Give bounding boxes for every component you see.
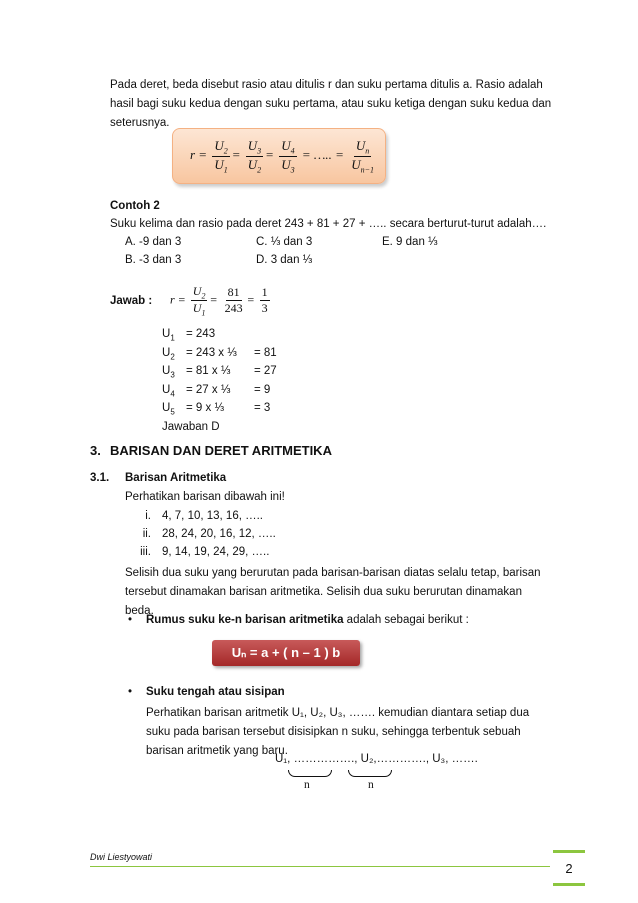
answer-final: Jawaban D (162, 420, 220, 433)
item-i-text: 4, 7, 10, 13, 16, ….. (162, 510, 264, 522)
answer-ratio-formula: r = $\frac{U_2}{U_1}$ = $\frac{81}{243}$ = $\frac{1}{3}$ (170, 284, 268, 318)
page-number: 2 (553, 850, 585, 886)
inserted-sequence: U₁, ……………., U₂,…………., U₃, ……. (275, 753, 478, 765)
footer-divider (90, 866, 550, 867)
bullet-icon: • (128, 614, 133, 626)
brace-2 (348, 770, 392, 777)
bullet-suku-tengah: Suku tengah atau sisipan (146, 686, 285, 698)
fraction-u3-u2: $\frac{U_3}{U_2}$ (247, 138, 262, 175)
answer-fraction-values: $\frac{81}{243}$ (224, 285, 243, 316)
example-question: Suku kelima dan rasio pada deret 243 + 81 + 27 + ….. secara berturut-turut adalah…. (110, 218, 547, 230)
option-e: E. 9 dan ⅓ (382, 236, 438, 248)
subsection-title: Barisan Aritmetika (125, 472, 227, 484)
section-3-number: 3. (90, 443, 101, 458)
fraction-u2-u1: $\frac{U_2}{U_1}$ (214, 138, 228, 175)
answer-label: Jawab : (110, 295, 153, 307)
ratio-formula: r = $\frac{U_2}{U_1}$ = $\frac{U_3}{U_2}$ = $\frac{U_4}{U_3}$ = ….. = $\frac{U_n}{U_{n-1}}$ (190, 138, 374, 175)
option-c: C. ⅓ dan 3 (256, 236, 313, 248)
answer-row-u2: $U_2$ = 243 x ⅓ = 81 (162, 346, 277, 361)
fraction-un-un1: $\frac{U_n}{U_{n-1}}$ (351, 138, 374, 175)
answer-row-u3: $U_3$ = 81 x ⅓ = 27 (162, 365, 277, 380)
n-label-2: n (368, 779, 374, 791)
fraction-u4-u3: $\frac{U_4}{U_3}$ (281, 138, 295, 175)
definition-line-3: beda. (125, 605, 154, 617)
item-iii-text: 9, 14, 19, 24, 29, ….. (162, 546, 270, 558)
option-a: A. -9 dan 3 (125, 236, 182, 248)
author-name: Dwi Liestyowati (90, 852, 153, 862)
section-3-title: BARISAN DAN DERET ARITMETIKA (110, 443, 332, 458)
definition-line-1: Selisih dua suku yang berurutan pada barisan-barisan diatas selalu tetap, barisan (125, 567, 541, 579)
answer-fraction-u: $\frac{U_2}{U_1}$ (192, 284, 206, 318)
answer-rows (162, 325, 362, 436)
item-i-num: i. (145, 510, 151, 522)
formula-dots: = ….. = (301, 147, 344, 163)
answer-row-u5: $U_5$ = 9 x ⅓ = 3 (162, 402, 271, 417)
option-d: D. 3 dan ⅓ (256, 254, 313, 266)
answer-row-u4: $U_4$ = 27 x ⅓ = 9 (162, 383, 271, 398)
answer-fraction-result: $\frac{1}{3}$ (261, 285, 268, 316)
formula-lhs: r = (190, 147, 208, 163)
definition-line-2: tersebut dinamakan barisan aritmetika. Selisih dua suku berurutan dinamakan (125, 586, 522, 598)
example-title: Contoh 2 (110, 200, 160, 212)
sisipan-line-2: suku pada barisan tersebut disisipkan n suku, sehingga terbentuk sebuah (146, 726, 521, 738)
sequence-intro: Perhatikan barisan dibawah ini! (125, 491, 285, 503)
n-label-1: n (304, 779, 310, 791)
intro-line-1: Pada deret, beda disebut rasio atau ditulis r dan suku pertama ditulis a. Rasio adalah (110, 79, 543, 91)
answer-row-u1: $U_1$ = 243 (162, 328, 216, 343)
intro-line-3: seterusnya. (110, 117, 170, 129)
bullet-rumus: Rumus suku ke-n barisan aritmetika adalah sebagai berikut : (146, 614, 469, 626)
bullet-icon: • (128, 686, 133, 698)
item-iii-num: iii. (140, 546, 151, 558)
rumus-formula-badge: Uₙ = a + ( n – 1 ) b (212, 640, 360, 666)
item-ii-text: 28, 24, 20, 16, 12, ….. (162, 528, 276, 540)
sisipan-line-3: barisan aritmetik yang baru. (146, 745, 288, 757)
option-b: B. -3 dan 3 (125, 254, 182, 266)
brace-1 (288, 770, 332, 777)
sisipan-line-1: Perhatikan barisan aritmetik U₁, U₂, U₃, ……. kemudian diantara setiap dua (146, 707, 530, 719)
intro-line-2: hasil bagi suku kedua dengan suku pertama, atau suku ketiga dengan suku kedua dan (110, 98, 552, 110)
item-ii-num: ii. (142, 528, 151, 540)
subsection-number: 3.1. (90, 472, 110, 484)
